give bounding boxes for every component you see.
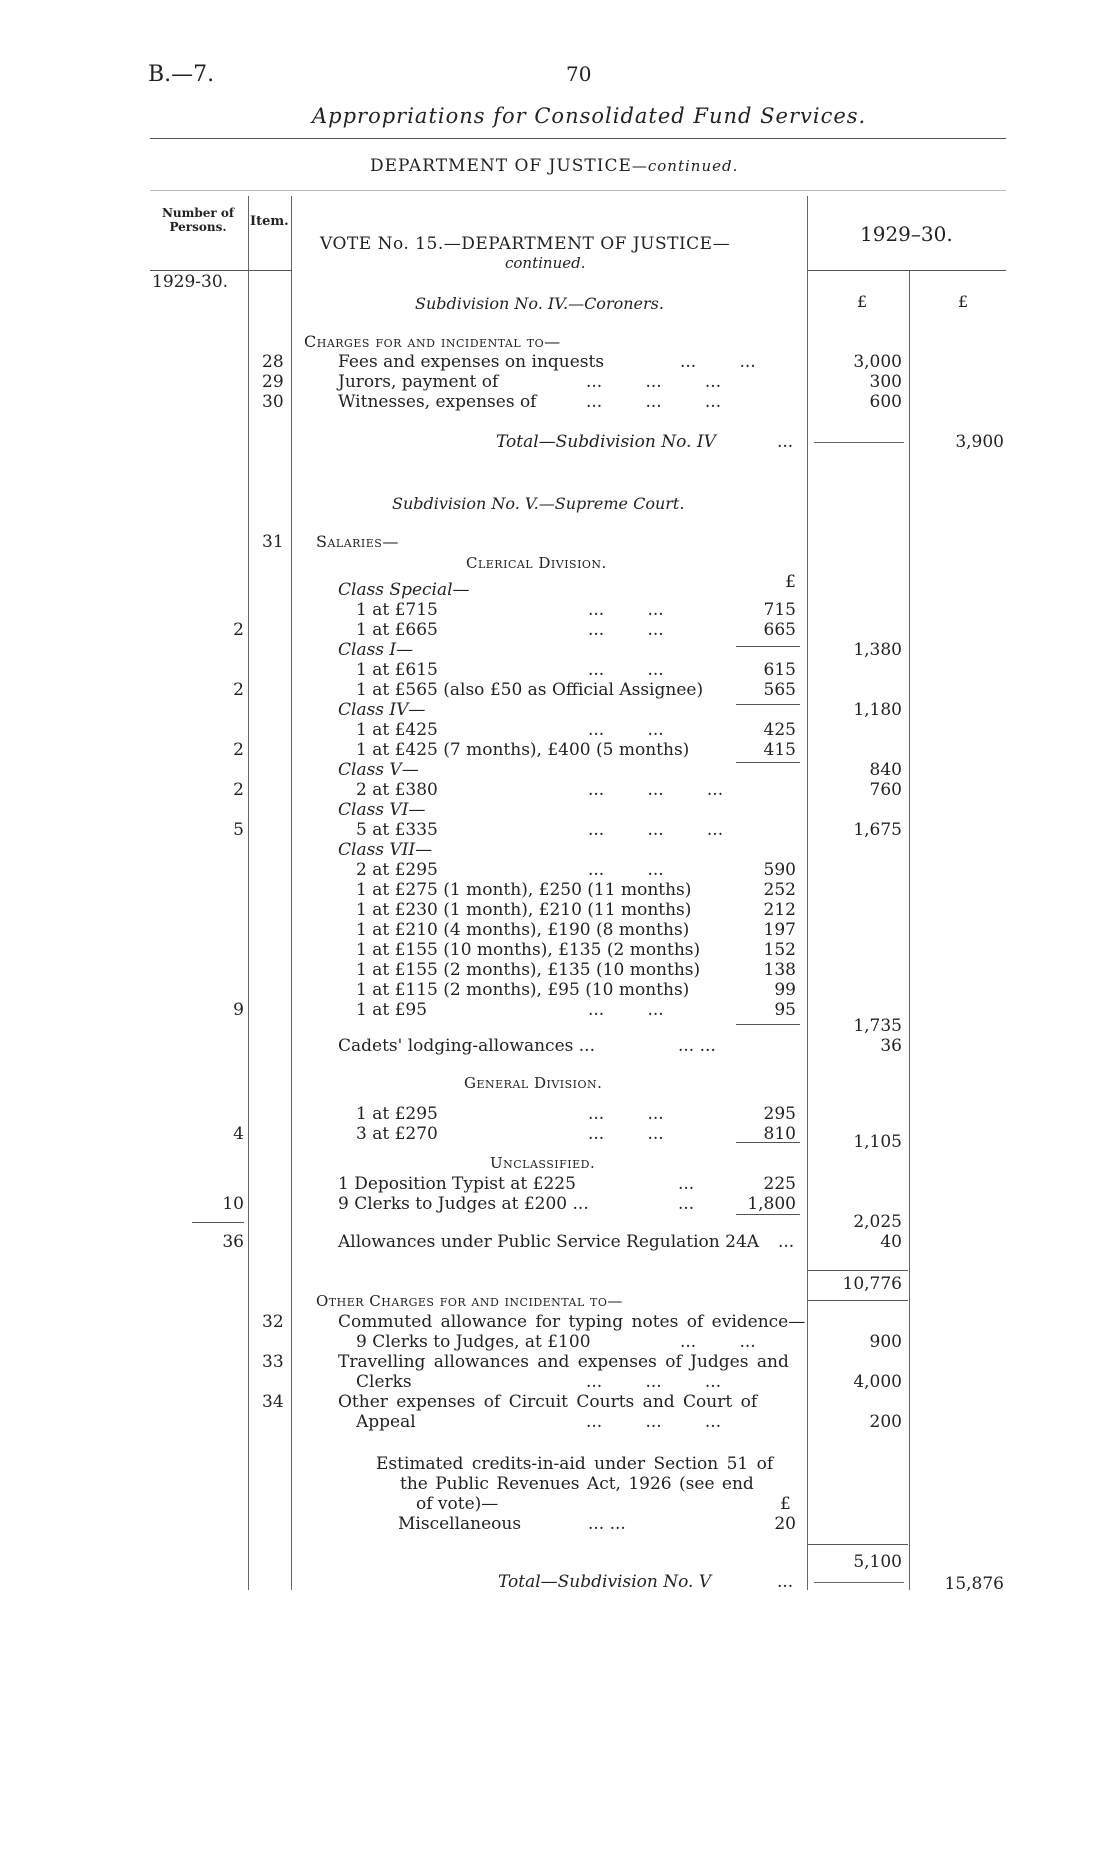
- salary-line-text: 1 at £425: [356, 720, 438, 740]
- general-line-text: 3 at £270: [356, 1124, 438, 1144]
- year-right: 1929–30.: [860, 222, 953, 246]
- salary-class-heading: Class VII—: [338, 840, 433, 860]
- general-total: 1,105: [853, 1132, 902, 1152]
- other-charge-item-number: 33: [262, 1352, 284, 1372]
- other-charge-line-2: Appeal: [356, 1412, 416, 1432]
- salary-line-amount: 590: [763, 860, 796, 880]
- salary-persons-count: 2: [233, 780, 244, 800]
- salary-class-heading: Class Special—: [338, 580, 470, 600]
- salary-line-subtotal: 1,380: [853, 640, 902, 660]
- clerical-division-heading: Clerical Division.: [466, 554, 607, 572]
- salaries-item-number: 31: [262, 532, 284, 552]
- class-special-rule: [736, 646, 800, 647]
- other-charges-total: 5,100: [853, 1552, 902, 1572]
- salary-line-text: 1 at £230 (1 month), £210 (11 months): [356, 900, 692, 920]
- other-total-rule: [808, 1544, 908, 1545]
- salary-line-text: 1 at £425 (7 months), £400 (5 months): [356, 740, 690, 760]
- salary-line-dots: ... ...: [588, 620, 664, 640]
- salary-line-subtotal: 1,180: [853, 700, 902, 720]
- salary-line-amount: 252: [763, 880, 796, 900]
- coroners-item-amount: 3,000: [853, 352, 902, 372]
- other-charge-item-number: 34: [262, 1392, 284, 1412]
- table-top-rule: [150, 190, 1006, 191]
- subdivision-v-total-rule: [814, 1582, 904, 1583]
- salary-line-amount: 99: [774, 980, 796, 1000]
- salary-line-text: 1 at £565 (also £50 as Official Assignee): [356, 680, 704, 700]
- salary-persons-count: 5: [233, 820, 244, 840]
- pound-header-2: £: [958, 292, 969, 311]
- salary-class-heading: Class VI—: [338, 800, 426, 820]
- salary-line-text: 1 at £275 (1 month), £250 (11 months): [356, 880, 692, 900]
- coroners-item-label: Jurors, payment of: [338, 372, 499, 392]
- department-suffix: —continued.: [631, 157, 739, 175]
- credits-pound: £: [780, 1494, 791, 1514]
- other-charge-line-1: Commuted allowance for typing notes of evidence—: [338, 1312, 806, 1332]
- salary-line-amount: 138: [763, 960, 796, 980]
- salary-persons-count: 2: [233, 680, 244, 700]
- salary-line-amount: 95: [774, 1000, 796, 1020]
- subdivision-v-heading: Subdivision No. V.—Supreme Court.: [392, 494, 685, 513]
- salary-persons-count: 2: [233, 740, 244, 760]
- department-heading: [370, 156, 738, 176]
- general-line-amount: 295: [763, 1104, 796, 1124]
- credits-line-1: Estimated credits-in-aid under Section 51 of: [376, 1454, 774, 1474]
- salary-line-subtotal: 840: [869, 760, 902, 780]
- year-rule: [808, 270, 1006, 271]
- salary-line-text: 5 at £335: [356, 820, 438, 840]
- salary-line-amount: 715: [763, 600, 796, 620]
- unclassified-line-amount: 225: [763, 1174, 796, 1194]
- class-vii-rule: [736, 1024, 800, 1025]
- cadets-amount: 36: [880, 1036, 902, 1056]
- salary-line-amount: 415: [763, 740, 796, 760]
- subdivision-iv-total-dots: ...: [777, 432, 794, 452]
- item-column-rule: [291, 196, 292, 1590]
- other-charge-amount: 900: [869, 1332, 902, 1352]
- salary-line-amount: 665: [763, 620, 796, 640]
- amount-middle-rule: [909, 270, 910, 1590]
- salaries-total-rule-bottom: [808, 1300, 908, 1301]
- salary-line-dots: ... ...: [588, 660, 664, 680]
- salary-line-dots: ... ...: [588, 1000, 664, 1020]
- subdivision-iv-charges: Charges for and incidental to—: [304, 332, 561, 351]
- general-line-dots: ... ...: [588, 1124, 664, 1144]
- other-charge-dots: ... ...: [680, 1332, 756, 1352]
- salaries-heading: Salaries—: [316, 532, 399, 551]
- unclassified-heading: Unclassified.: [490, 1154, 596, 1172]
- subdivision-v-total-dots: ...: [777, 1572, 794, 1592]
- allowances-dots: ...: [778, 1232, 795, 1252]
- general-division-heading: General Division.: [464, 1074, 603, 1092]
- coroners-item-amount: 300: [869, 372, 902, 392]
- salary-line-amount: 565: [763, 680, 796, 700]
- unclassified-line-text: 9 Clerks to Judges at £200 ...: [338, 1194, 589, 1214]
- persons-total-rule: [192, 1222, 244, 1223]
- salary-line-text: 1 at £210 (4 months), £190 (8 months): [356, 920, 690, 940]
- salary-line-subtotal: 1,675: [853, 820, 902, 840]
- salary-persons-count: 2: [233, 620, 244, 640]
- subdivision-iv-total: 3,900: [955, 432, 1004, 452]
- page-number: 70: [566, 62, 592, 86]
- subdivision-v-total: 15,876: [944, 1574, 1004, 1594]
- subdivision-iv-total-rule: [814, 442, 904, 443]
- item-header: Item.: [250, 214, 289, 229]
- salary-class-heading: Class I—: [338, 640, 414, 660]
- subdivision-iv-heading: Subdivision No. IV.—Coroners.: [415, 294, 664, 313]
- cadets-label: Cadets' lodging-allowances ...: [338, 1036, 595, 1056]
- other-charge-line-2: Clerks: [356, 1372, 412, 1392]
- other-charge-amount: 4,000: [853, 1372, 902, 1392]
- general-line-dots: ... ...: [588, 1104, 664, 1124]
- salary-line-amount: 152: [763, 940, 796, 960]
- general-line-amount: 810: [763, 1124, 796, 1144]
- salary-line-text: 2 at £380: [356, 780, 438, 800]
- subdivision-iv-total-label: Total—Subdivision No. IV: [496, 432, 716, 452]
- other-charge-line-1: Travelling allowances and expenses of Judges and: [338, 1352, 789, 1372]
- coroners-item-dots: ... ... ...: [586, 392, 722, 412]
- pound-header-1: £: [857, 292, 868, 311]
- salary-line-dots: ... ... ...: [588, 780, 724, 800]
- persons-total: 36: [222, 1232, 244, 1252]
- other-charge-line-2: 9 Clerks to Judges, at £100: [356, 1332, 591, 1352]
- salary-line-text: 1 at £95: [356, 1000, 428, 1020]
- salary-line-dots: ... ...: [588, 860, 664, 880]
- department-name: DEPARTMENT OF JUSTICE: [370, 156, 632, 176]
- coroners-item-dots: ... ... ...: [586, 372, 722, 392]
- unclassified-line-dots: ...: [678, 1194, 695, 1214]
- class-iv-rule: [736, 762, 800, 763]
- other-charge-dots: ... ... ...: [586, 1412, 722, 1432]
- salaries-total: 10,776: [842, 1274, 902, 1294]
- other-charge-dots: ... ... ...: [586, 1372, 722, 1392]
- persons-column-rule: [248, 196, 249, 1590]
- salary-line-amount: 425: [763, 720, 796, 740]
- cadets-dots: ... ...: [678, 1036, 716, 1056]
- unclassified-rule: [736, 1214, 800, 1215]
- salary-line-amount: 212: [763, 900, 796, 920]
- salary-line-text: 1 at £715: [356, 600, 438, 620]
- other-charge-item-number: 32: [262, 1312, 284, 1332]
- coroners-item-number: 28: [262, 352, 284, 372]
- salaries-total-rule-top: [808, 1270, 908, 1271]
- unclassified-total: 2,025: [853, 1212, 902, 1232]
- salary-line-text: 1 at £155 (2 months), £135 (10 months): [356, 960, 701, 980]
- page-ref: B.—7.: [148, 62, 215, 87]
- coroners-item-number: 30: [262, 392, 284, 412]
- clerical-total: 1,735: [853, 1016, 902, 1036]
- subdivision-v-total-label: Total—Subdivision No. V: [498, 1572, 712, 1592]
- allowances-amount: 40: [880, 1232, 902, 1252]
- header-rule: [150, 138, 1006, 139]
- unclassified-persons-count: 10: [222, 1194, 244, 1214]
- vote-continued: continued.: [505, 254, 586, 272]
- persons-header: Number of Persons.: [161, 206, 235, 234]
- year-left: 1929-30.: [152, 272, 229, 292]
- unclassified-line-text: 1 Deposition Typist at £225: [338, 1174, 576, 1194]
- unclassified-line-dots: ...: [678, 1174, 695, 1194]
- salary-line-dots: ... ... ...: [588, 820, 724, 840]
- unclassified-line-amount: 1,800: [747, 1194, 796, 1214]
- credits-misc-dots: ... ...: [588, 1514, 626, 1534]
- salary-persons-count: 9: [233, 1000, 244, 1020]
- credits-line-2: the Public Revenues Act, 1926 (see end: [400, 1474, 754, 1494]
- general-persons-count: 4: [233, 1124, 244, 1144]
- salary-class-heading: Class V—: [338, 760, 419, 780]
- general-line-text: 1 at £295: [356, 1104, 438, 1124]
- salary-line-text: 1 at £155 (10 months), £135 (2 months): [356, 940, 701, 960]
- clerical-pound: £: [785, 572, 796, 592]
- salary-line-dots: ... ...: [588, 600, 664, 620]
- allowances-label: Allowances under Public Service Regulation 24A: [338, 1232, 760, 1252]
- running-title: Appropriations for Consolidated Fund Services.: [312, 104, 867, 128]
- salary-line-amount: 197: [763, 920, 796, 940]
- salary-line-subtotal: 760: [869, 780, 902, 800]
- salary-line-dots: ... ...: [588, 720, 664, 740]
- salary-line-text: 1 at £665: [356, 620, 438, 640]
- credits-line-3: of vote)—: [416, 1494, 499, 1514]
- coroners-item-amount: 600: [869, 392, 902, 412]
- salary-line-text: 2 at £295: [356, 860, 438, 880]
- vote-title: VOTE No. 15.—DEPARTMENT OF JUSTICE—: [320, 234, 731, 254]
- salary-line-text: 1 at £115 (2 months), £95 (10 months): [356, 980, 690, 1000]
- class-i-rule: [736, 704, 800, 705]
- coroners-item-label: Fees and expenses on inquests: [338, 352, 605, 372]
- coroners-item-number: 29: [262, 372, 284, 392]
- other-charge-amount: 200: [869, 1412, 902, 1432]
- credits-misc-label: Miscellaneous: [398, 1514, 522, 1534]
- coroners-item-label: Witnesses, expenses of: [338, 392, 537, 412]
- other-charge-line-1: Other expenses of Circuit Courts and Court of: [338, 1392, 758, 1412]
- salary-line-amount: 615: [763, 660, 796, 680]
- header-bottom-rule: [150, 270, 292, 271]
- coroners-item-dots: ... ...: [680, 352, 756, 372]
- credits-misc-amount: 20: [774, 1514, 796, 1534]
- salary-class-heading: Class IV—: [338, 700, 426, 720]
- other-charges-heading: Other Charges for and incidental to—: [316, 1292, 623, 1310]
- salary-line-text: 1 at £615: [356, 660, 438, 680]
